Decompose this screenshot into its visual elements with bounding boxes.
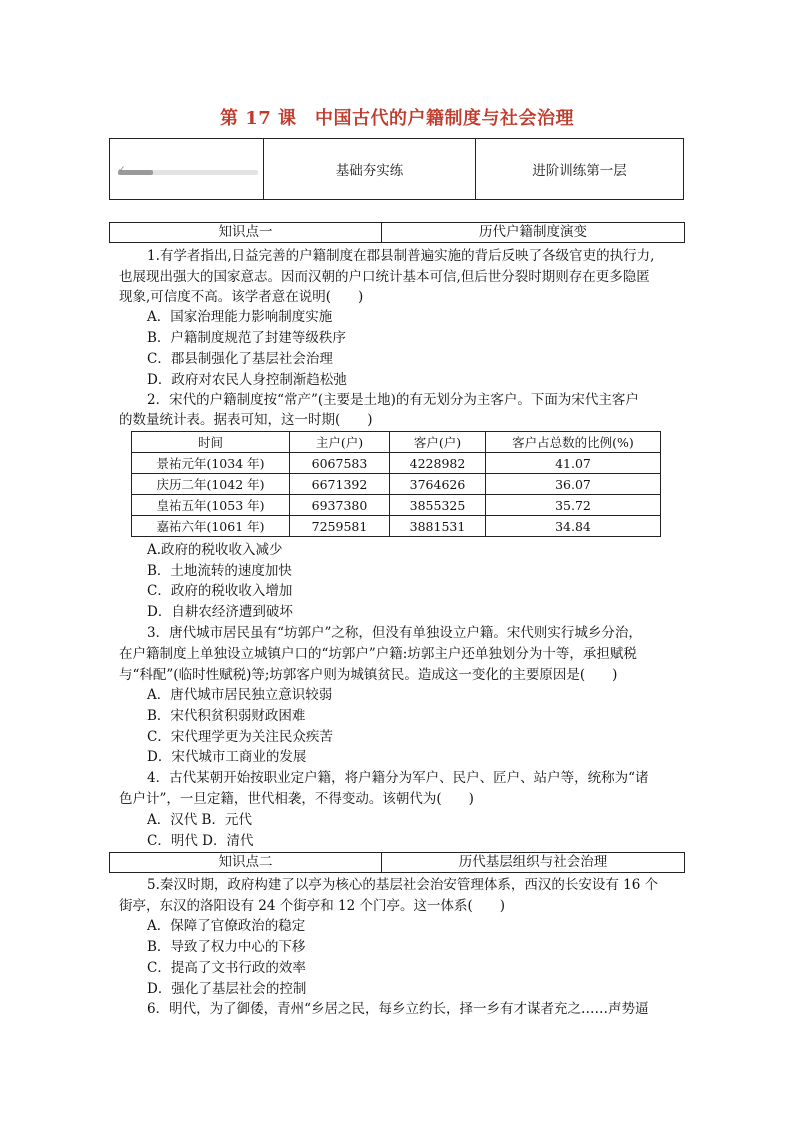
table-cell: 3764626	[390, 474, 486, 495]
question-3-option: B．宋代积贫积弱财政困难	[147, 708, 306, 724]
question-2-option: C．政府的税收收入增加	[147, 583, 293, 599]
question-1-option: C．郡县制强化了基层社会治理	[147, 351, 333, 367]
question-5-option: A．保障了官僚政治的稳定	[147, 918, 306, 934]
table-header-row	[132, 432, 661, 453]
question-3-option: C．宋代理学更为关注民众疾苦	[147, 729, 333, 745]
section-heading-1	[109, 222, 685, 243]
question-5-option: D．强化了基层社会的控制	[147, 981, 307, 997]
table-cell: 3881531	[390, 516, 486, 537]
question-6-line: 6．明代，为了御倭，青州“乡居之民，每乡立约长，择一乡有才谋者充之……声势逼	[147, 1001, 649, 1017]
question-2-option: A.政府的税收收入减少	[147, 542, 283, 558]
check-icon: ✓	[118, 165, 126, 175]
table-cell: 34.84	[486, 516, 661, 537]
question-3-option: D．宋代城市工商业的发展	[147, 749, 307, 765]
header-advanced: 进阶训练第一层	[532, 163, 627, 179]
header-table	[109, 138, 684, 200]
question-3-line: 在户籍制度上单独设立城镇户口的“坊郭户”户籍:坊郭主户还单独划分为十等，承担赋税	[119, 646, 637, 662]
question-5-option: B．导致了权力中心的下移	[147, 939, 306, 955]
question-5-option: C．提高了文书行政的效率	[147, 960, 306, 976]
table-cell: 41.07	[486, 453, 661, 474]
question-1-line: 也展现出强大的国家意志。因而汉朝的户口统计基本可信,但后世分裂时期则存在更多隐匿	[119, 269, 650, 285]
question-2-option: B．土地流转的速度加快	[147, 563, 292, 579]
question-1-option: D．政府对农民人身控制渐趋松弛	[147, 372, 347, 388]
section-label: 知识点二	[110, 853, 382, 872]
section-label: 知识点一	[110, 223, 382, 242]
household-table	[131, 431, 661, 537]
question-1-line: 现象,可信度不高。该学者意在说明( )	[119, 289, 364, 305]
question-3-line: 3．唐代城市居民虽有“坊郭户”之称，但没有单独设立户籍。宋代则实行城乡分治，	[147, 625, 642, 641]
table-header-cell: 时间	[132, 432, 290, 453]
question-2-line: 2．宋代的户籍制度按“常产”(主要是土地)的有无划分为主客户。下面为宋代主客户	[147, 392, 639, 408]
table-cell: 7259581	[290, 516, 390, 537]
question-4-option: C．明代 D．清代	[147, 833, 254, 849]
progress-bar	[118, 165, 258, 175]
table-cell: 36.07	[486, 474, 661, 495]
header-basic: 基础夯实练	[264, 139, 476, 199]
table-row	[132, 453, 661, 474]
question-3-line: 与“科配”(临时性赋税)等;坊郭客户则为城镇贫民。造成这一变化的主要原因是( )	[119, 667, 618, 683]
table-cell: 庆历二年(1042 年)	[132, 474, 290, 495]
table-row	[132, 495, 661, 516]
question-2-line: 的数量统计表。据表可知，这一时期( )	[119, 412, 373, 428]
question-1-option: B．户籍制度规范了封建等级秩序	[147, 330, 346, 346]
question-5-line: 5.秦汉时期，政府构建了以亭为核心的基层社会治安管理体系，西汉的长安设有 16 个	[147, 877, 659, 893]
table-cell: 6067583	[290, 453, 390, 474]
table-cell: 3855325	[390, 495, 486, 516]
table-cell: 嘉祐六年(1061 年)	[132, 516, 290, 537]
table-row	[132, 474, 661, 495]
question-1-line: 1.有学者指出,日益完善的户籍制度在郡县制普遍实施的背后反映了各级官吏的执行力,	[147, 248, 655, 264]
table-cell: 4228982	[390, 453, 486, 474]
table-header-cell: 客户占总数的比例(%)	[486, 432, 661, 453]
question-4-line: 4．古代某朝开始按职业定户籍，将户籍分为军户、民户、匠户、站户等，统称为“诸	[147, 770, 649, 786]
table-cell: 皇祐五年(1053 年)	[132, 495, 290, 516]
table-header-cell: 客户(户)	[390, 432, 486, 453]
table-cell: 景祐元年(1034 年)	[132, 453, 290, 474]
table-cell: 6937380	[290, 495, 390, 516]
question-2-option: D．自耕农经济遭到破坏	[147, 604, 293, 620]
question-4-line: 色户计”，一旦定籍，世代相袭，不得变动。该朝代为( )	[119, 791, 474, 807]
question-5-line: 街亭，东汉的洛阳设有 24 个街亭和 12 个门亭。这一体系( )	[119, 898, 506, 914]
question-3-option: A．唐代城市居民独立意识较弱	[147, 687, 333, 703]
table-cell: 35.72	[486, 495, 661, 516]
section-topic: 历代基层组织与社会治理	[458, 854, 608, 870]
section-heading-2	[109, 852, 685, 873]
page-title: 第 17 课 中国古代的户籍制度与社会治理	[219, 108, 575, 129]
table-row	[132, 516, 661, 537]
section-topic: 历代户籍制度演变	[479, 224, 587, 240]
progress-cell	[110, 139, 264, 199]
question-4-option: A．汉代 B．元代	[147, 812, 252, 828]
table-header-cell: 主户(户)	[290, 432, 390, 453]
question-1-option: A．国家治理能力影响制度实施	[147, 309, 333, 325]
table-cell: 6671392	[290, 474, 390, 495]
